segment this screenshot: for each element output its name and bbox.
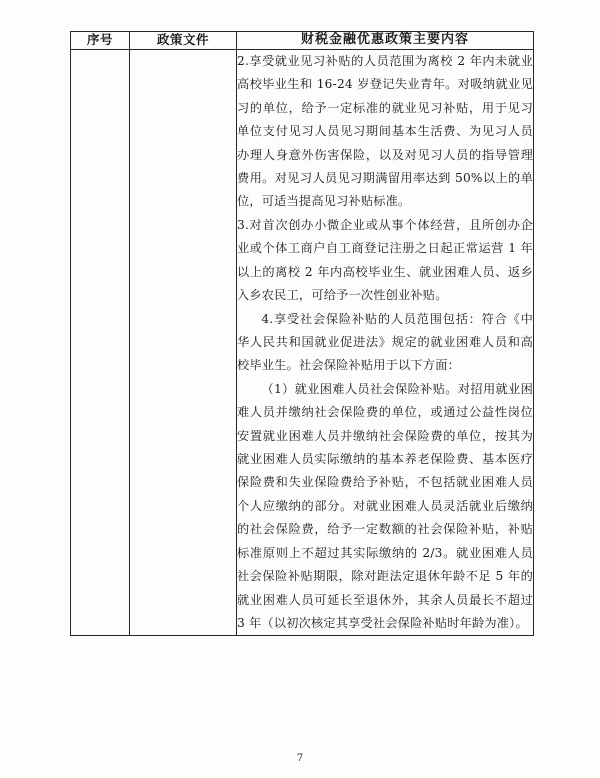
content-paragraph-2: 2.享受就业见习补贴的人员范围为离校 2 年内未就业高校毕业生和 16-24 岁登记失业青年。对吸纳就业见习的单位，给予一定标准的就业见习补贴，用于见习单位支付见习人员见习期间基本生活费、为见习人员办理人身意外伤害保险，以及对见习人员的指导管理费用。对见习人员见习期满留用率达到 50%以上的单位，可适当提高见习补贴标准。: [237, 53, 533, 209]
column-header-seq: 序号: [71, 32, 130, 50]
column-header-content: 财税金融优惠政策主要内容: [237, 32, 534, 50]
column-header-document: 政策文件: [130, 32, 237, 50]
table-row: [71, 49, 534, 636]
page-number: 7: [296, 752, 304, 764]
cell-content: [237, 49, 534, 636]
content-paragraph-3: 3.对首次创办小微企业或从事个体经营，且所创办企业或个体工商户自工商登记注册之日起正常运营 1 年以上的离校 2 年内高校毕业生、就业困难人员、返乡入乡农民工，可给予一次性创业补贴。: [237, 217, 533, 303]
policy-table: [70, 31, 534, 636]
content-paragraph-4: 4.享受社会保险补贴的人员范围包括：符合《中华人民共和国就业促进法》规定的就业困难人员和高校毕业生。社会保险补贴用于以下方面：: [237, 311, 533, 373]
cell-seq: [71, 49, 130, 636]
cell-document: [130, 49, 237, 636]
content-paragraph-4-1: （1）就业困难人员社会保险补贴。对招用就业困难人员并缴纳社会保险费的单位，或通过公益性岗位安置就业困难人员并缴纳社会保险费的单位，按其为就业困难人员实际缴纳的基本养老保险费、基本医疗保险费和失业保险费给予补贴，不包括就业困难人员个人应缴纳的部分。对就业困难人员灵活就业后缴纳的社会保险费，给予一定数额的社会保险补贴，补贴标准原则上不超过其实际缴纳的 2/3。就业困难人员社会保险补贴期限，除对距法定退休年龄不足 5 年的就业困难人员可延长至退休外，其余人员最长不超过 3 年（以初次核定其享受社会保险补贴时年龄为准）。: [237, 381, 533, 631]
table-header-row: [71, 32, 534, 50]
